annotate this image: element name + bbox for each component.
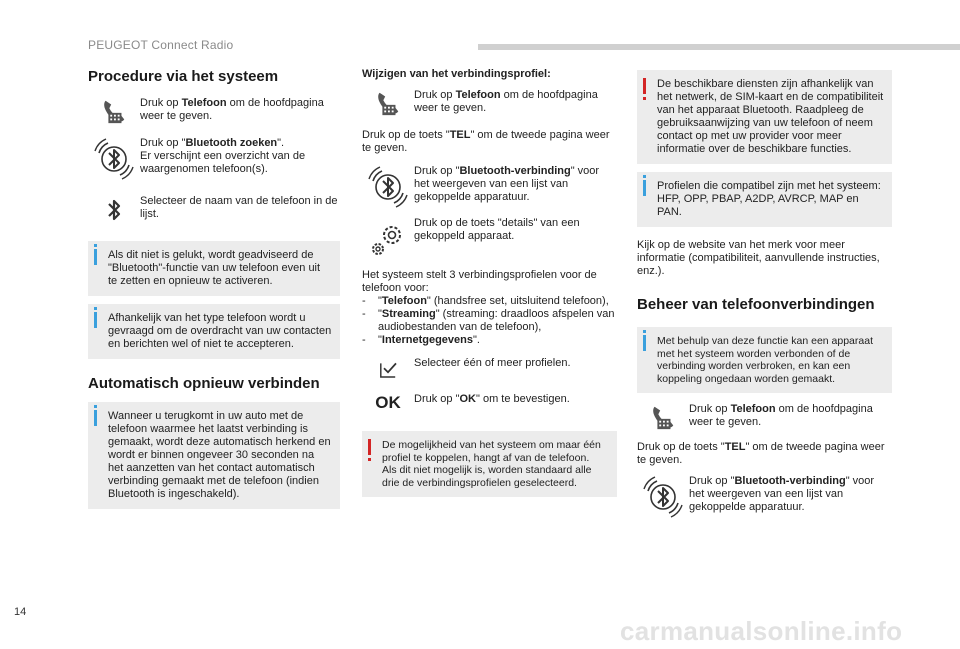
paragraph: Het systeem stelt 3 verbindingsprofielen voor de telefoon voor: xyxy=(362,269,597,294)
list-item: - "Streaming" (streaming: draadloos afspelen van audiobestanden van de telefoon), xyxy=(362,308,615,333)
step-telefoon: Druk op Telefoon om de hoofdpagina weer te geven. xyxy=(637,403,892,431)
column-2 xyxy=(362,60,617,497)
info-icon xyxy=(643,180,646,196)
paragraph: Kijk op de website van het merk voor meer informatie (compatibiliteit, aanvullende instructies, enz.). xyxy=(637,239,880,277)
bluetooth-search-icon xyxy=(366,165,410,209)
info-box: Afhankelijk van het type telefoon wordt u gevraagd om de overdracht van uw contacten en berichten wel of niet te accepteren. xyxy=(88,304,340,359)
step-telefoon: Druk op Telefoon om de hoofdpagina weer te geven. xyxy=(362,89,617,117)
warning-box: De beschikbare diensten zijn afhankelijk van het netwerk, de SIM-kaart en de compatibiliteit van het apparaat Bluetooth. Raadpleeg de gebruiksaanwijzing van uw telefoon of neem contact op met uw provider voor meer informatie over de beschikbare functies. xyxy=(637,70,892,164)
section-heading: Procedure via het systeem xyxy=(88,68,279,85)
paragraph: Druk op de toets "TEL" om de tweede pagina weer te geven. xyxy=(637,441,885,466)
step-bluetooth-verbinding: Druk op "Bluetooth-verbinding" voor het weergeven van een lijst van gekoppelde apparatuur. xyxy=(362,165,617,209)
warning-box: De mogelijkheid van het systeem om maar één profiel te koppelen, hangt af van de telefoon. Als dit niet mogelijk is, worden standaard alle drie de verbindingsprofielen geselecteerd. xyxy=(362,431,617,497)
info-icon xyxy=(94,410,97,426)
info-box: Wanneer u terugkomt in uw auto met de telefoon waarmee het laatst verbinding is gemaakt, wordt deze automatisch herkend en wordt er binnen ongeveer 30 seconden na het aanzetten van het contact automatisch verbinding gemaakt met de telefoon (indien Bluetooth is ingeschakeld). xyxy=(88,402,340,509)
paragraph: Druk op de toets "TEL" om de tweede pagina weer te geven. xyxy=(362,129,610,154)
step-bluetooth-verbinding: Druk op "Bluetooth-verbinding" voor het weergeven van een lijst van gekoppelde apparatuur. xyxy=(637,475,892,519)
info-icon xyxy=(94,249,97,265)
warning-icon xyxy=(643,78,646,94)
gears-icon xyxy=(366,217,410,261)
info-box: Als dit niet is gelukt, wordt geadviseerd de "Bluetooth"-functie van uw telefoon even uit te zetten en opnieuw te activeren. xyxy=(88,241,340,296)
section-heading: Automatisch opnieuw verbinden xyxy=(88,375,320,392)
profile-list xyxy=(362,295,617,347)
phone-icon xyxy=(649,403,677,431)
info-box: Profielen die compatibel zijn met het systeem: HFP, OPP, PBAP, A2DP, AVRCP, MAP en PAN. xyxy=(637,172,892,227)
header-bar xyxy=(478,44,960,50)
bluetooth-search-icon xyxy=(641,475,685,519)
bluetooth-search-icon xyxy=(92,137,136,181)
header-title: PEUGEOT Connect Radio xyxy=(88,38,234,52)
ok-icon: OK xyxy=(375,393,401,412)
step-details: Druk op de toets "details" van een gekoppeld apparaat. xyxy=(362,217,617,261)
step-select-phone: Selecteer de naam van de telefoon in de lijst. xyxy=(88,195,340,225)
step-ok: OK Druk op "OK" om te bevestigen. xyxy=(375,393,570,412)
step-telefoon: Druk op Telefoon om de hoofdpagina weer te geven. xyxy=(88,97,340,125)
step-bluetooth-zoeken: Druk op "Bluetooth zoeken". Er verschijnt een overzicht van de waargenomen telefoon(s). xyxy=(88,137,340,181)
list-item: - "Internetgegevens". xyxy=(362,334,480,346)
column-1 xyxy=(88,60,340,509)
warning-icon xyxy=(368,439,371,455)
info-box: Met behulp van deze functie kan een apparaat met het systeem worden verbonden of de verbinding worden verbroken, en kan een koppeling ongedaan worden gemaakt. xyxy=(637,327,892,393)
subheading: Wijzigen van het verbindingsprofiel: xyxy=(362,68,551,80)
checkbox-icon xyxy=(376,357,400,381)
step-select-profiles: Selecteer één of meer profielen. xyxy=(362,357,617,381)
watermark: carmanualsonline.info xyxy=(620,616,903,646)
column-3 xyxy=(637,60,892,519)
list-item: - "Telefoon" (handsfree set, uitsluitend telefoon), xyxy=(362,295,609,307)
info-icon xyxy=(94,312,97,328)
info-icon xyxy=(643,335,646,351)
page-number: 14 xyxy=(14,606,27,618)
bluetooth-icon xyxy=(99,195,129,225)
phone-icon xyxy=(374,89,402,117)
phone-icon xyxy=(100,97,128,125)
section-heading: Beheer van telefoonverbindingen xyxy=(637,296,875,313)
